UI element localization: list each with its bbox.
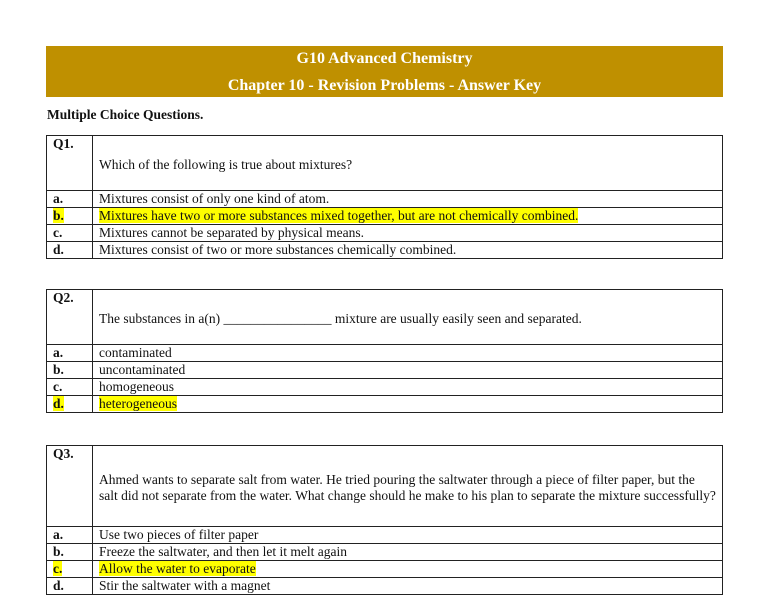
option-row xyxy=(47,362,723,379)
option-label: c. xyxy=(53,561,63,576)
question-number: Q3. xyxy=(47,446,93,527)
option-label: c. xyxy=(53,379,63,394)
option-label: a. xyxy=(53,527,64,542)
option-row xyxy=(47,379,723,396)
option-text: Freeze the saltwater, and then let it melt again xyxy=(99,544,347,559)
question-table-1 xyxy=(46,135,723,259)
option-label: b. xyxy=(53,544,64,559)
section-title: Multiple Choice Questions. xyxy=(47,107,204,122)
question-row xyxy=(47,136,723,191)
question-text: Which of the following is true about mixtures? xyxy=(93,136,723,191)
option-row xyxy=(47,527,723,544)
option-row xyxy=(47,345,723,362)
option-text: Mixtures consist of only one kind of atom. xyxy=(99,191,330,206)
option-label: d. xyxy=(53,396,64,411)
option-text: Use two pieces of filter paper xyxy=(99,527,259,542)
option-row xyxy=(47,208,723,225)
correct-option-text: Mixtures have two or more substances mixed together, but are not chemically combined. xyxy=(99,208,579,223)
option-text: Mixtures consist of two or more substances chemically combined. xyxy=(99,242,457,257)
option-row xyxy=(47,561,723,578)
option-label: b. xyxy=(53,362,64,377)
option-label: d. xyxy=(53,242,64,257)
option-text: contaminated xyxy=(99,345,172,360)
question-text: The substances in a(n) ________________ mixture are usually easily seen and separated. xyxy=(93,290,723,345)
correct-option-text: Allow the water to evaporate xyxy=(99,561,256,576)
document-title: G10 Advanced Chemistry xyxy=(296,50,473,67)
option-text: homogeneous xyxy=(99,379,174,394)
question-table-3 xyxy=(46,445,723,595)
option-row xyxy=(47,544,723,561)
option-label: c. xyxy=(53,225,63,240)
correct-option-text: heterogeneous xyxy=(99,396,177,411)
question-text: Ahmed wants to separate salt from water. He tried pouring the saltwater through a piece of filter paper, but the salt did not separate from the water. What change should he make to his plan to separate the mixture successfully? xyxy=(93,446,723,527)
option-row xyxy=(47,578,723,595)
option-row xyxy=(47,191,723,208)
option-row xyxy=(47,396,723,413)
option-label: b. xyxy=(53,208,64,223)
document-header xyxy=(46,46,723,97)
question-table-2 xyxy=(46,289,723,413)
option-row xyxy=(47,242,723,259)
option-label: a. xyxy=(53,345,64,360)
question-number: Q2. xyxy=(47,290,93,345)
question-row xyxy=(47,446,723,527)
option-row xyxy=(47,225,723,242)
option-text: Stir the saltwater with a magnet xyxy=(99,578,271,593)
document-subtitle: Chapter 10 - Revision Problems - Answer Key xyxy=(227,77,542,94)
option-label: a. xyxy=(53,191,64,206)
question-row xyxy=(47,290,723,345)
option-text: Mixtures cannot be separated by physical means. xyxy=(99,225,365,240)
question-number: Q1. xyxy=(47,136,93,191)
option-text: uncontaminated xyxy=(99,362,186,377)
option-label: d. xyxy=(53,578,64,593)
